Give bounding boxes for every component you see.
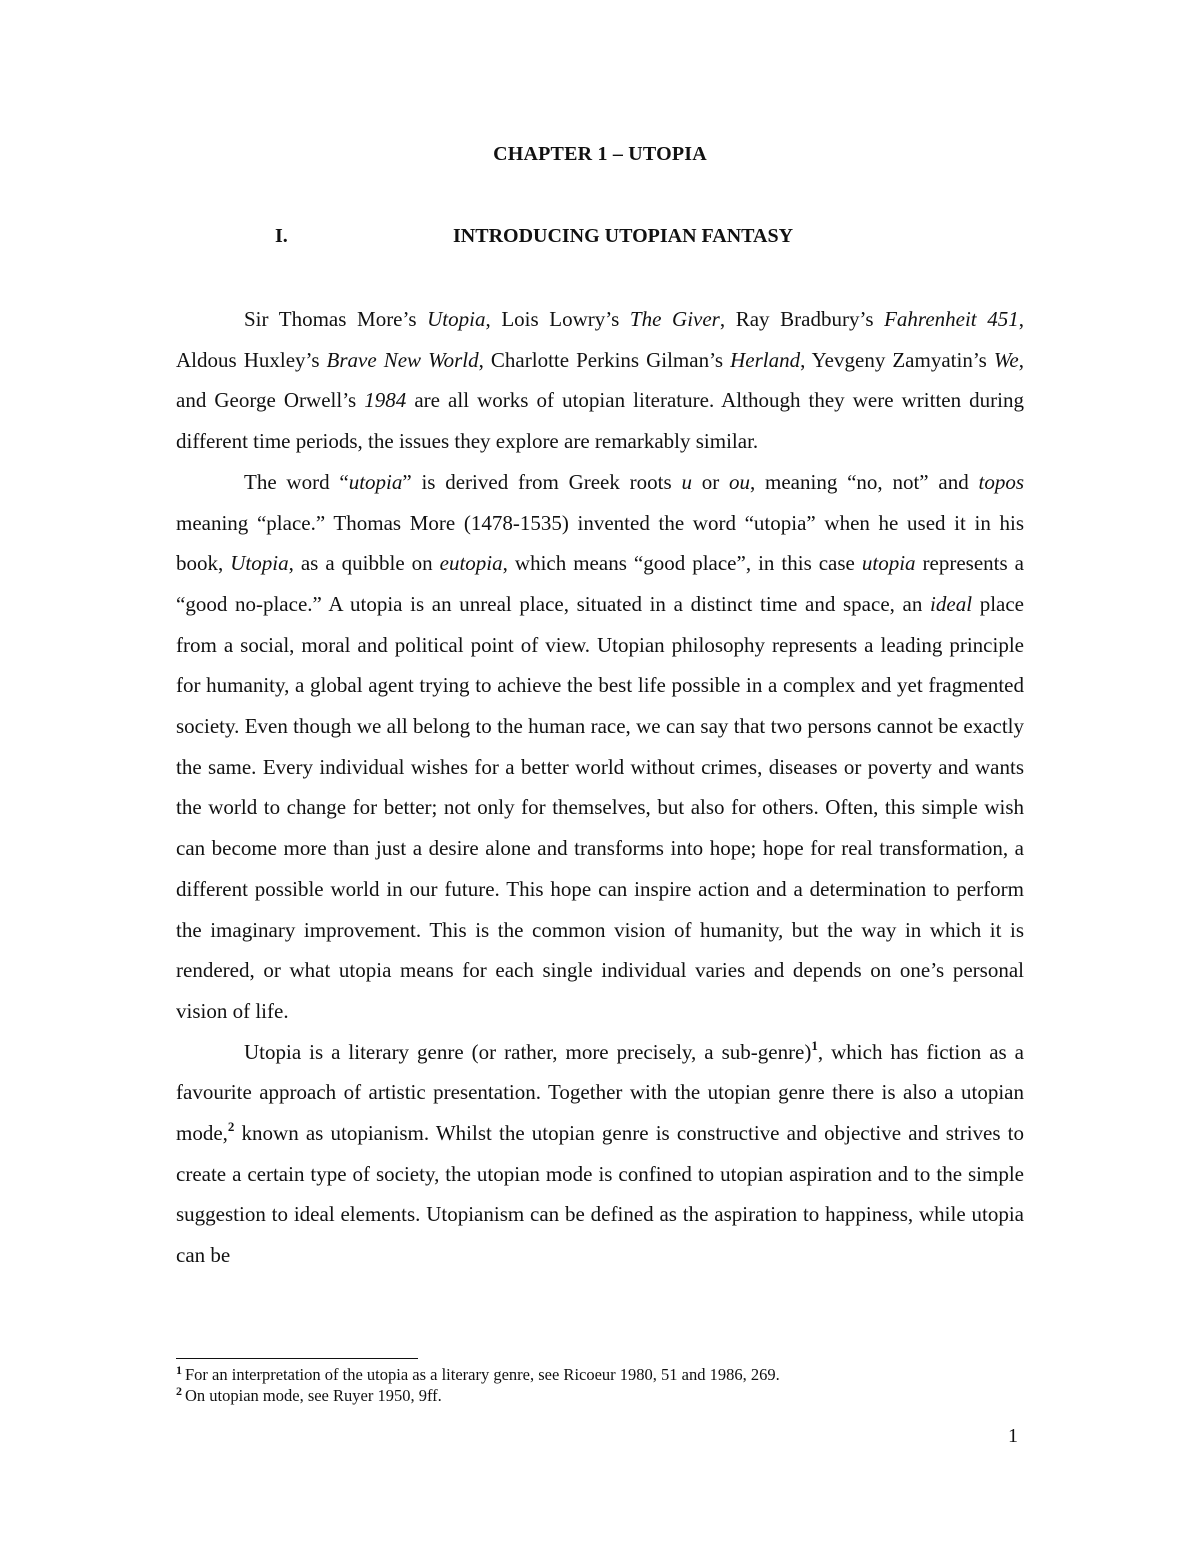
footnote-reference: 2 bbox=[227, 1119, 235, 1135]
italic-text: ou bbox=[728, 469, 750, 494]
footnote bbox=[176, 1364, 1024, 1385]
section-number: I. bbox=[275, 225, 288, 247]
italic-text: 1984 bbox=[364, 388, 407, 413]
italic-text: Brave New World bbox=[326, 347, 479, 372]
text-segment: , which has fiction as a favourite approach of artistic presentation. Together with the utopian genre there is also a utopian mode, bbox=[176, 1039, 1024, 1146]
text-segment: or bbox=[691, 469, 729, 494]
italic-text: The Giver bbox=[629, 307, 720, 331]
text-segment: represents a “good no-place.” A utopia is an unreal place, situated in a distinct time and space, an bbox=[176, 551, 1024, 616]
italic-text: Utopia bbox=[230, 551, 289, 576]
page-number: 1 bbox=[1008, 1425, 1018, 1447]
italic-text: u bbox=[681, 469, 692, 494]
italic-text: utopia bbox=[348, 469, 403, 494]
footnotes bbox=[176, 1364, 1024, 1406]
text-segment: , Ray Bradbury’s bbox=[719, 307, 885, 331]
italic-text: Fahrenheit 451 bbox=[884, 307, 1019, 331]
body-text bbox=[176, 299, 1024, 1276]
italic-text: ideal bbox=[930, 591, 973, 616]
text-segment: meaning “place.” Thomas More (1478-1535) invented the word “utopia” when he used it in his book, bbox=[176, 510, 1024, 576]
text-segment: Utopia is a literary genre (or rather, more precisely, a sub-genre) bbox=[244, 1039, 812, 1064]
text-segment: known as utopianism. Whilst the utopian genre is constructive and objective and strives to create a certain type of society, the utopian mode is confined to utopian aspiration and to the simple suggestion to ideal elements. Utopianism can be defined as the aspiration to happiness, while utopia can be bbox=[176, 1121, 1024, 1268]
text-segment: , meaning “no, not” and bbox=[749, 469, 979, 494]
footnote-text: For an interpretation of the utopia as a literary genre, see Ricoeur 1980, 51 and 1986, 269. bbox=[185, 1365, 780, 1384]
text-segment: , and George Orwell’s bbox=[176, 347, 1024, 413]
text-segment: Sir Thomas More’s bbox=[244, 307, 428, 331]
italic-text: eutopia bbox=[439, 551, 503, 576]
text-segment: , as a quibble on bbox=[288, 551, 440, 576]
text-segment: , Aldous Huxley’s bbox=[176, 307, 1025, 372]
text-segment: , Lois Lowry’s bbox=[485, 307, 630, 331]
footnote-marker: 1 bbox=[176, 1363, 182, 1377]
text-segment: , Yevgeny Zamyatin’s bbox=[800, 347, 994, 372]
paragraph bbox=[176, 1032, 1024, 1276]
text-segment: ” is derived from Greek roots bbox=[402, 469, 682, 494]
text-segment: , which means “good place”, in this case bbox=[502, 551, 862, 576]
footnote-text: On utopian mode, see Ruyer 1950, 9ff. bbox=[185, 1386, 442, 1405]
footnote bbox=[176, 1385, 1024, 1406]
text-segment: are all works of utopian literature. Although they were written during different time periods, the issues they explore are remarkably similar. bbox=[176, 388, 1024, 454]
chapter-title: CHAPTER 1 – UTOPIA bbox=[493, 143, 707, 165]
section-title: INTRODUCING UTOPIAN FANTASY bbox=[453, 225, 794, 247]
italic-text: topos bbox=[978, 469, 1024, 494]
footnote-marker: 2 bbox=[176, 1384, 182, 1398]
paragraph bbox=[176, 299, 1024, 462]
text-segment: place from a social, moral and political point of view. Utopian philosophy represents a leading principle for humanity, a global agent trying to achieve the best life possible in a complex and yet fragmented society. Even though we all belong to the human race, we can say that two persons cannot be exactly the same. Every individual wishes for a better world without crimes, diseases or poverty and wants the world to change for better; not only for themselves, but also for others. Often, this simple wish can become more than just a desire alone and transforms into hope; hope for real transformation, a different possible world in our future. This hope can inspire action and a determination to perform the imaginary improvement. This is the common vision of humanity, but the way in which it is rendered, or what utopia means for each single individual varies and depends on one’s personal vision of life. bbox=[176, 591, 1025, 1023]
footnote-reference: 1 bbox=[811, 1037, 818, 1053]
italic-text: Utopia bbox=[427, 307, 486, 331]
footnote-separator bbox=[176, 1358, 418, 1359]
paragraph bbox=[176, 462, 1024, 1032]
italic-text: Herland bbox=[730, 347, 801, 372]
italic-text: We bbox=[993, 347, 1019, 372]
text-segment: The word “ bbox=[244, 469, 349, 494]
italic-text: utopia bbox=[861, 551, 916, 576]
text-segment: , Charlotte Perkins Gilman’s bbox=[478, 347, 731, 372]
